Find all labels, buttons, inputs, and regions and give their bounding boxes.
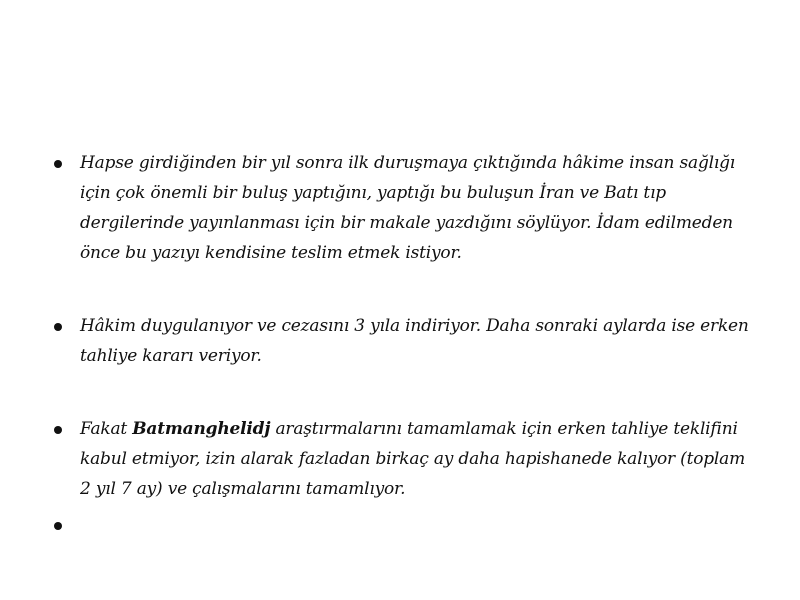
bullet-list — [50, 148, 750, 540]
bullet-item-1 — [50, 148, 750, 268]
bullet-text-3-suffix: araştırmalarını tamamlamak için erken tahliye teklifini kabul etmiyor, izin alarak fazladan birkaç ay daha hapishanede kalıyor (toplam 2 yıl 7 ay) ve çalışmalarını tamamlıyor. — [80, 419, 746, 499]
bullet-text-3-prefix: Fakat — [80, 419, 133, 439]
bullet-item-2 — [50, 311, 750, 371]
bullet-dot-icon — [54, 160, 62, 168]
bullet-text-2: Hâkim duygulanıyor ve cezasını 3 yıla indiriyor. Daha sonraki aylarda ise erken tahliye kararı veriyor. — [80, 316, 749, 366]
bullet-text-3-name: Batmanghelidj — [132, 419, 271, 439]
bullet-dot-icon — [54, 426, 62, 434]
bullet-item-3 — [50, 414, 750, 504]
bullet-dot-icon — [54, 323, 62, 331]
bullet-dot-icon — [54, 522, 62, 530]
bullet-item-4-empty — [50, 510, 750, 540]
bullet-text-1: Hapse girdiğinden bir yıl sonra ilk duruşmaya çıktığında hâkime insan sağlığı için çok önemli bir buluş yaptığını, yaptığı bu buluşun İran ve Batı tıp dergilerinde yayınlanması için bir makale yazdığını söylüyor. İdam edilmeden önce bu yazıyı kendisine teslim etmek istiyor. — [80, 153, 736, 263]
